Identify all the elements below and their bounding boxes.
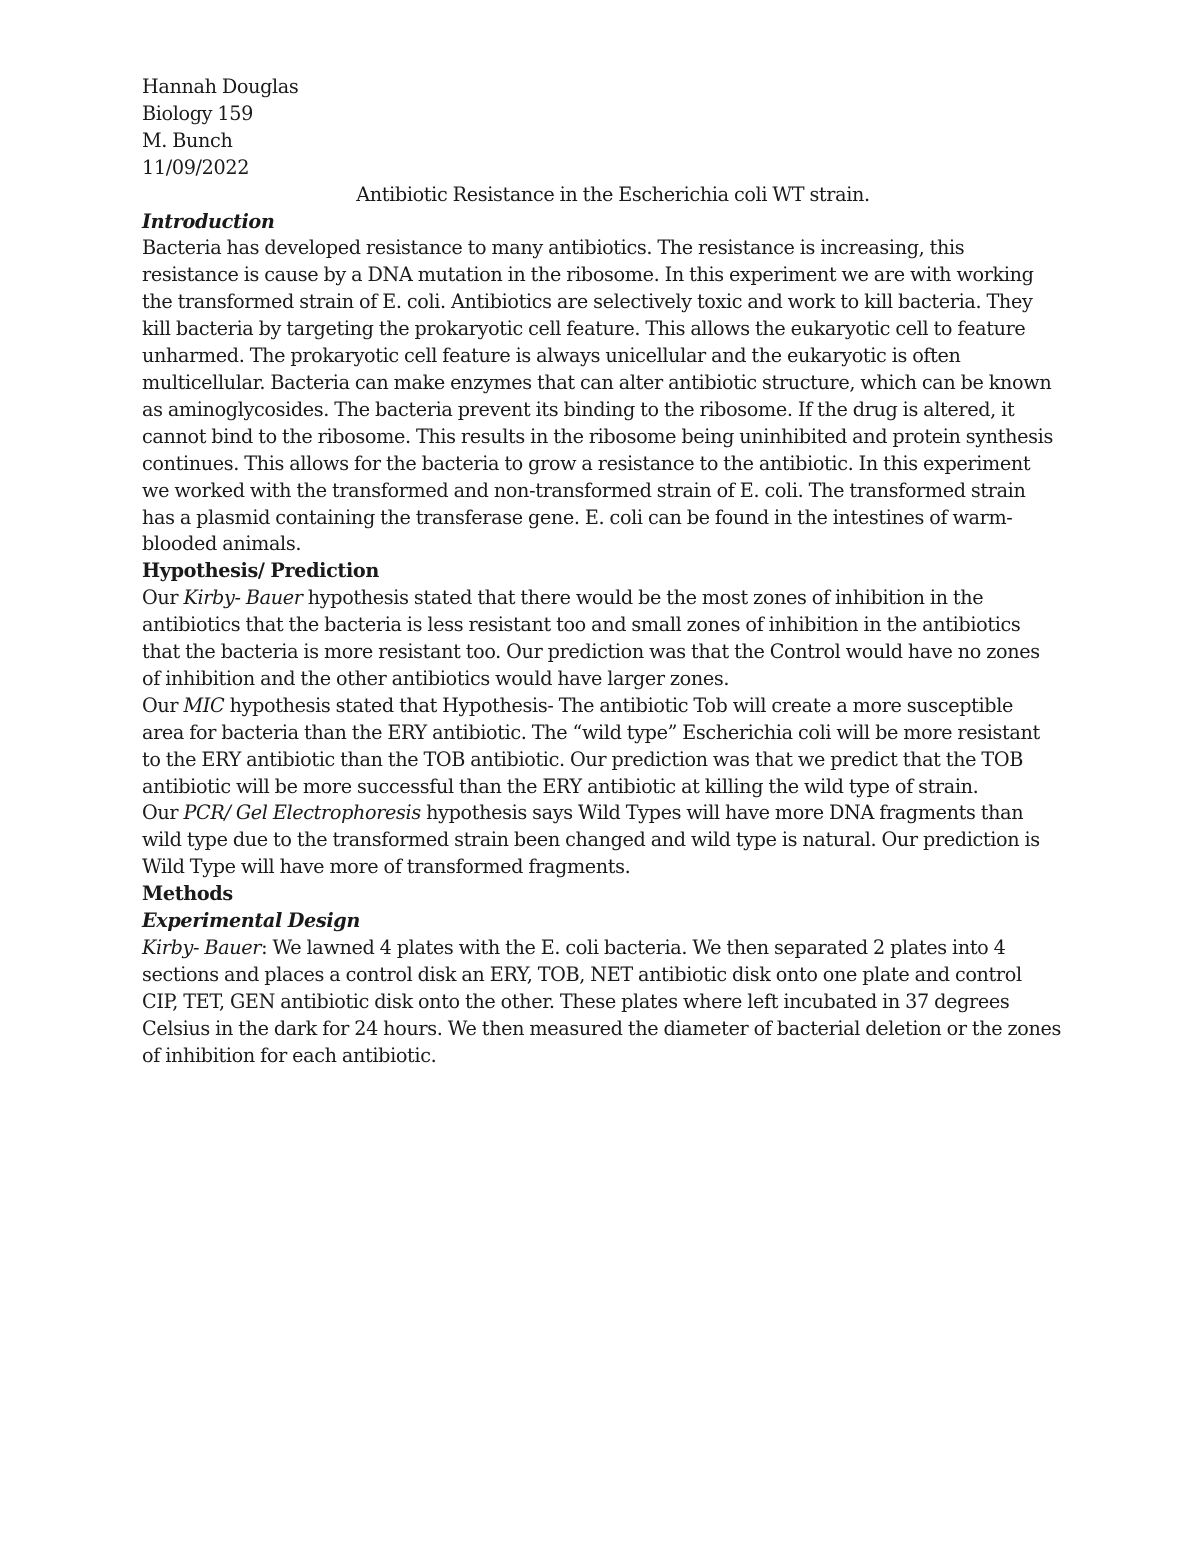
introduction-heading: Introduction (142, 209, 275, 233)
kirby-method-line: sections and places a control disk an ERY, TOB, NET antibiotic disk onto one plate and control (142, 962, 1022, 986)
kirby-method-rest: : We lawned 4 plates with the E. coli bacteria. We then separated 2 plates into 4 (261, 936, 1006, 959)
intro-line: we worked with the transformed and non-transformed strain of E. coli. The transformed strain (142, 478, 1026, 502)
kirby-method-line: of inhibition for each antibiotic. (142, 1043, 437, 1067)
course-name: Biology 159 (142, 101, 253, 125)
intro-line: has a plasmid containing the transferase gene. E. coli can be found in the intestines of warm- (142, 505, 1013, 529)
intro-line: continues. This allows for the bacteria to grow a resistance to the antibiotic. In this experiment (142, 451, 1031, 475)
document-date: 11/09/2022 (142, 155, 250, 179)
hypothesis-heading: Hypothesis/ Prediction (142, 559, 379, 583)
intro-line: as aminoglycosides. The bacteria prevent its binding to the ribosome. If the drug is altered, it (142, 397, 1015, 421)
intro-line: blooded animals. (142, 532, 302, 556)
intro-line: the transformed strain of E. coli. Antibiotics are selectively toxic and work to kill bacteria. They (142, 290, 1033, 314)
mic-hypothesis-first-line (142, 693, 1072, 720)
intro-line: Bacteria has developed resistance to many antibiotics. The resistance is increasing, this (142, 236, 965, 260)
pcr-hypothesis-line: wild type due to the transformed strain been changed and wild type is natural. Our prediction is (142, 828, 1040, 852)
mic-lead: Our (142, 693, 184, 717)
kirby-method-line: CIP, TET, GEN antibiotic disk onto the other. These plates where left incubated in 37 degrees (142, 989, 1010, 1013)
kirby-hypothesis-line: that the bacteria is more resistant too. Our prediction was that the Control would have no zones (142, 640, 1040, 664)
kirby-method-term: Kirby- Bauer (142, 936, 262, 959)
methods-heading: Methods (142, 882, 233, 906)
intro-line: kill bacteria by targeting the prokaryotic cell feature. This allows the eukaryotic cell to feature (142, 317, 1026, 341)
kirby-hypothesis-first-line (142, 585, 1072, 612)
kirby-hypothesis-line: of inhibition and the other antibiotics would have larger zones. (142, 666, 730, 690)
intro-line: cannot bind to the ribosome. This results in the ribosome being uninhibited and protein synthesis (142, 424, 1053, 448)
pcr-hypothesis-line: Wild Type will have more of transformed fragments. (142, 855, 631, 879)
kirby-rest: hypothesis stated that there would be the most zones of inhibition in the (302, 586, 984, 610)
pcr-term: PCR/ Gel Electrophoresis (183, 801, 421, 825)
pcr-hypothesis-first-line (142, 800, 1072, 827)
instructor-name: M. Bunch (142, 128, 233, 152)
kirby-method-line: Celsius in the dark for 24 hours. We then measured the diameter of bacterial deletion or the zones (142, 1016, 1062, 1040)
document-title: Antibiotic Resistance in the Escherichia coli WT strain. (356, 182, 870, 206)
intro-line: multicellular. Bacteria can make enzymes that can alter antibiotic structure, which can be known (142, 370, 1052, 394)
kirby-term: Kirby- Bauer (183, 586, 303, 610)
mic-hypothesis-line: area for bacteria than the ERY antibiotic. The “wild type” Escherichia coli will be more resistant (142, 720, 1040, 744)
mic-hypothesis-line: to the ERY antibiotic than the TOB antibiotic. Our prediction was that we predict that the TOB (142, 747, 1023, 771)
kirby-method-first-line (142, 935, 1072, 962)
kirby-lead: Our (142, 586, 184, 610)
mic-hypothesis-line: antibiotic will be more successful than the ERY antibiotic at killing the wild type of strain. (142, 774, 979, 798)
pcr-rest: hypothesis says Wild Types will have more DNA fragments than (420, 801, 1024, 825)
kirby-hypothesis-line: antibiotics that the bacteria is less resistant too and small zones of inhibition in the antibiotics (142, 613, 1021, 637)
mic-rest: hypothesis stated that Hypothesis- The antibiotic Tob will create a more susceptible (224, 693, 1014, 717)
intro-line: resistance is cause by a DNA mutation in the ribosome. In this experiment we are with working (142, 263, 1034, 287)
experimental-design-heading: Experimental Design (142, 909, 360, 933)
intro-line: unharmed. The prokaryotic cell feature is always unicellular and the eukaryotic is often (142, 344, 961, 368)
document-body (142, 74, 1072, 1070)
mic-term: MIC (183, 693, 225, 717)
author-name: Hannah Douglas (142, 75, 299, 98)
pcr-lead: Our (142, 801, 184, 825)
